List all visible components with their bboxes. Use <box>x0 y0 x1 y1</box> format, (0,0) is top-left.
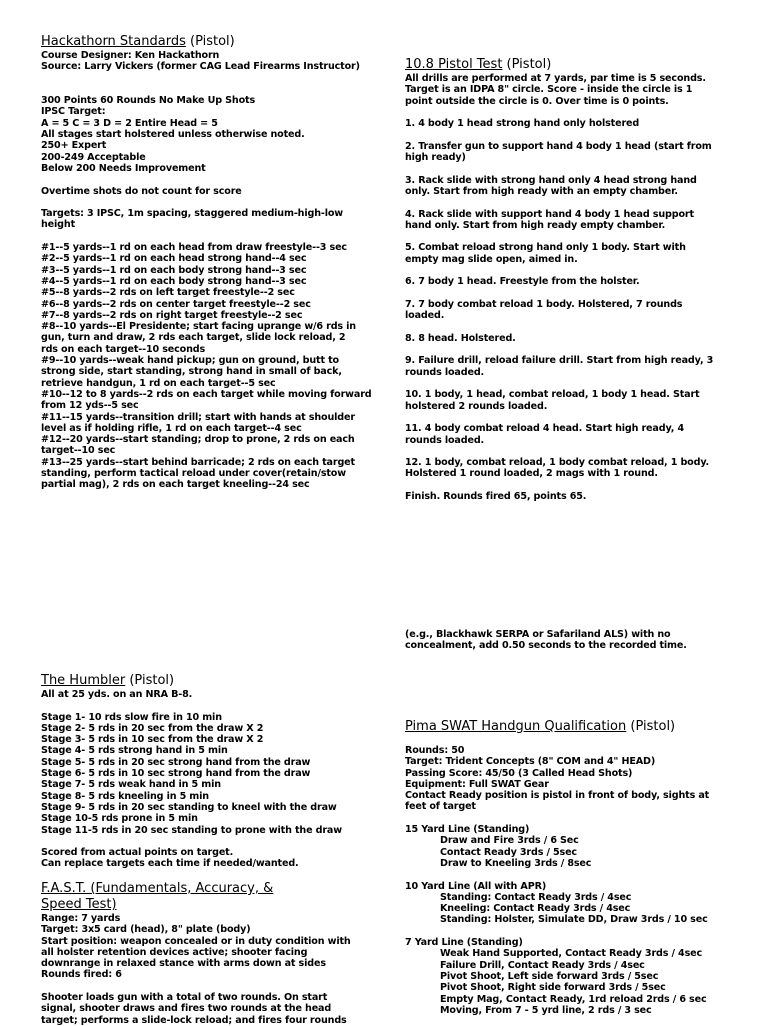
text-line: 2. Transfer gun to support hand 4 body 1 head (start from <box>405 140 712 152</box>
text-line: Rounds: 50 <box>405 745 465 756</box>
text-line: Stage 7- 5 rds weak hand in 5 min <box>41 779 221 791</box>
text-line: 11. 4 body combat reload 4 head. Start high ready, 4 <box>405 423 685 435</box>
text-line <box>405 446 740 457</box>
text-line: Stage 8- 5 rds kneeling in 5 min <box>41 790 209 802</box>
text-line: Start position: weapon concealed or in duty condition with <box>41 935 351 947</box>
text-line: Draw to Kneeling 3rds / 8sec <box>440 857 592 869</box>
text-line <box>405 322 740 333</box>
pima-body <box>405 745 740 1016</box>
text-line: target--10 sec <box>41 445 116 457</box>
pima-title: Pima SWAT Handgun Qualification (Pistol) <box>405 719 676 734</box>
text-line: Range: 7 yards <box>41 913 121 924</box>
text-line: Equipment: Full SWAT Gear <box>405 778 549 790</box>
text-line <box>405 480 740 491</box>
text-line: #8--10 yards--El Presidente; start facing uprange w/6 rds in <box>41 321 356 333</box>
text-line: Source: Larry Vickers (former CAG Lead Firearms Instructor) <box>41 61 360 73</box>
text-line <box>405 107 740 118</box>
text-line: signal, shooter draws and fires two rounds at the head <box>41 1003 332 1015</box>
text-line: loaded. <box>405 310 445 322</box>
text-line: 9. Failure drill, reload failure drill. Start from high ready, 3 <box>405 355 714 367</box>
text-line <box>41 84 381 95</box>
text-line <box>405 231 740 242</box>
hackathorn-title: Hackathorn Standards (Pistol) <box>41 34 235 49</box>
text-line: All stages start holstered unless otherwise noted. <box>41 129 305 141</box>
text-line: Finish. Rounds fired 65, points 65. <box>405 490 587 502</box>
note-section <box>405 629 740 652</box>
text-line <box>405 926 740 937</box>
text-line: 250+ Expert <box>41 140 107 152</box>
text-line <box>405 197 740 208</box>
text-line: Stage 5- 5 rds in 20 sec strong hand from the draw <box>41 756 311 768</box>
hackathorn-body <box>41 50 381 491</box>
text-line: #6--8 yards--2 rds on center target freestyle--2 sec <box>41 298 311 310</box>
text-line: Empty Mag, Contact Ready, 1rd reload 2rds / 6 sec <box>440 993 707 1005</box>
text-line: Passing Score: 45/50 (3 Called Head Shots) <box>405 767 633 779</box>
text-line: Stage 2- 5 rds in 20 sec from the draw X 2 <box>41 722 264 734</box>
text-line: Stage 3- 5 rds in 10 sec from the draw X 2 <box>41 734 264 746</box>
text-line: #11--15 yards--transition drill; start with hands at shoulder <box>41 411 355 423</box>
text-line <box>41 174 381 185</box>
text-line: 3. Rack slide with strong hand only 4 head strong hand <box>405 174 697 186</box>
text-line: All drills are performed at 7 yards, par time is 5 seconds. <box>405 73 706 84</box>
text-line: concealment, add 0.50 seconds to the recorded time. <box>405 640 687 652</box>
text-line: Moving, From 7 - 5 yrd line, 2 rds / 3 sec <box>440 1004 652 1016</box>
text-line <box>405 412 740 423</box>
pistol-test-title: 10.8 Pistol Test (Pistol) <box>405 57 552 72</box>
text-line: #5--8 yards--2 rds on left target freestyle--2 sec <box>41 287 295 299</box>
fast-body <box>41 913 381 1026</box>
text-line: Stage 6- 5 rds in 10 sec strong hand from the draw <box>41 768 311 780</box>
text-line <box>41 700 381 711</box>
text-line: target; performs a slide-lock reload; and fires four rounds <box>41 1014 347 1026</box>
text-line: #13--25 yards--start behind barricade; 2 rds on each target <box>41 456 355 468</box>
text-line: 12. 1 body, combat reload, 1 body combat reload, 1 body. <box>405 457 710 469</box>
text-line <box>405 288 740 299</box>
text-line: #3--5 yards--1 rd on each body strong hand--3 sec <box>41 264 307 276</box>
fast-title: F.A.S.T. (Fundamentals, Accuracy, & Speed Test) <box>41 881 274 912</box>
text-line <box>41 197 381 208</box>
text-line: 7. 7 body combat reload 1 body. Holstered, 7 rounds <box>405 298 683 310</box>
text-line: Stage 9- 5 rds in 20 sec standing to kneel with the draw <box>41 801 337 813</box>
text-line: Targets: 3 IPSC, 1m spacing, staggered medium-high-low <box>41 208 343 220</box>
text-line: 6. 7 body 1 head. Freestyle from the holster. <box>405 276 640 288</box>
fast-section <box>41 881 381 1026</box>
humbler-section <box>41 673 381 870</box>
text-line <box>405 378 740 389</box>
text-line: #7--8 yards--2 rds on right target freestyle--2 sec <box>41 309 303 321</box>
text-line: Below 200 Needs Improvement <box>41 162 206 174</box>
text-line: 7 Yard Line (Standing) <box>405 937 523 949</box>
pistol-test-section <box>405 57 740 502</box>
text-line <box>405 265 740 276</box>
text-line: Stage 1- 10 rds slow fire in 10 min <box>41 711 222 723</box>
text-line: 10. 1 body, 1 head, combat reload, 1 body 1 head. Start <box>405 389 700 401</box>
text-line: standing, perform tactical reload under cover(retain/stow <box>41 467 346 479</box>
text-line: Overtime shots do not count for score <box>41 185 242 197</box>
text-line: (e.g., Blackhawk SERPA or Safariland ALS) with no <box>405 629 671 640</box>
text-line: 15 Yard Line (Standing) <box>405 824 530 836</box>
text-line: 1. 4 body 1 head strong hand only holstered <box>405 118 640 130</box>
text-line: 200-249 Acceptable <box>41 151 146 163</box>
text-line: Weak Hand Supported, Contact Ready 3rds / 4sec <box>440 948 703 960</box>
text-line: Holstered 1 round loaded, 2 mags with 1 round. <box>405 468 658 480</box>
text-line: 10 Yard Line (All with APR) <box>405 880 547 892</box>
text-line: gun, turn and draw, 2 rds each target, slide lock reload, 2 <box>41 332 346 344</box>
text-line: All at 25 yds. on an NRA B-8. <box>41 689 193 700</box>
note-body <box>405 629 740 652</box>
hackathorn-section <box>41 34 381 491</box>
text-line: from 12 yds--5 sec <box>41 400 139 412</box>
pistol-test-body <box>405 73 740 502</box>
text-line: all holster retention devices active; shooter facing <box>41 946 308 958</box>
text-line: point outside the circle is 0. Over time is 0 points. <box>405 95 669 107</box>
text-line: retrieve handgun, 1 rd on each target--5 sec <box>41 377 276 389</box>
humbler-body <box>41 689 381 870</box>
text-line: height <box>41 219 76 231</box>
text-line: 5. Combat reload strong hand only 1 body. Start with <box>405 242 686 254</box>
text-line: 4. Rack slide with support hand 4 body 1 head support <box>405 208 694 220</box>
text-line <box>41 73 381 84</box>
text-line: #12--20 yards--start standing; drop to prone, 2 rds on each <box>41 434 355 446</box>
text-line <box>41 231 381 242</box>
text-line: Rounds fired: 6 <box>41 969 122 981</box>
text-line: strong side, start standing, strong hand in small of back, <box>41 366 342 378</box>
text-line: Stage 11-5 rds in 20 sec standing to prone with the draw <box>41 824 342 836</box>
text-line: Kneeling: Contact Ready 3rds / 4sec <box>440 903 631 915</box>
text-line: Target: 3x5 card (head), 8" plate (body) <box>41 924 251 936</box>
text-line: Standing: Holster, Simulate DD, Draw 3rds / 10 sec <box>440 914 708 926</box>
text-line: Stage 10-5 rds prone in 5 min <box>41 813 198 825</box>
text-line: Draw and Fire 3rds / 6 Sec <box>440 835 579 847</box>
text-line <box>41 836 381 847</box>
text-line: A = 5 C = 3 D = 2 Entire Head = 5 <box>41 117 218 129</box>
text-line: Target is an IDPA 8" circle. Score - inside the circle is 1 <box>405 84 693 96</box>
text-line: empty mag slide open, aimed in. <box>405 253 578 265</box>
text-line: Can replace targets each time if needed/wanted. <box>41 858 299 870</box>
text-line <box>405 813 740 824</box>
text-line: Scored from actual points on target. <box>41 847 234 859</box>
text-line <box>405 163 740 174</box>
text-line: Target: Trident Concepts (8" COM and 4" HEAD) <box>405 756 656 768</box>
text-line: rounds loaded. <box>405 366 485 378</box>
text-line: downrange in relaxed stance with arms down at sides <box>41 958 326 970</box>
text-line: Failure Drill, Contact Ready 3rds / 4sec <box>440 959 645 971</box>
text-line: #1--5 yards--1 rd on each head from draw freestyle--3 sec <box>41 242 347 254</box>
text-line: 8. 8 head. Holstered. <box>405 332 516 344</box>
text-line: partial mag), 2 rds on each target kneeling--24 sec <box>41 479 310 491</box>
text-line: holstered 2 rounds loaded. <box>405 400 548 412</box>
text-line: Standing: Contact Ready 3rds / 4sec <box>440 891 632 903</box>
text-line: Pivot Shoot, Left side forward 3rds / 5sec <box>440 970 659 982</box>
humbler-title: The Humbler (Pistol) <box>41 673 175 688</box>
text-line: feet of target <box>405 801 476 813</box>
text-line <box>405 129 740 140</box>
text-line: #2--5 yards--1 rd on each head strong hand--4 sec <box>41 253 307 265</box>
pima-section <box>405 719 740 1016</box>
text-line: Stage 4- 5 rds strong hand in 5 min <box>41 745 228 757</box>
text-line: #10--12 to 8 yards--2 rds on each target while moving forward <box>41 388 372 400</box>
text-line: IPSC Target: <box>41 106 106 118</box>
text-line: high ready) <box>405 152 466 164</box>
text-line: level as if holding rifle, 1 rd on each target--4 sec <box>41 422 302 434</box>
text-line: Contact Ready position is pistol in front of body, sights at <box>405 790 710 802</box>
text-line: 300 Points 60 Rounds No Make Up Shots <box>41 95 256 107</box>
text-line: only. Start from high ready with an empty chamber. <box>405 185 678 197</box>
text-line: hand only. Start from high ready empty chamber. <box>405 219 666 231</box>
text-line <box>41 981 381 992</box>
text-line: #4--5 yards--1 rd on each body strong hand--3 sec <box>41 275 307 287</box>
text-line: rds on each target--10 seconds <box>41 343 206 355</box>
text-line: #9--10 yards--weak hand pickup; gun on ground, butt to <box>41 355 339 367</box>
text-line: Pivot Shoot, Right side forward 3rds / 5sec <box>440 982 666 994</box>
text-line: Course Designer: Ken Hackathorn <box>41 50 220 61</box>
text-line: Contact Ready 3rds / 5sec <box>440 846 577 858</box>
text-line: Shooter loads gun with a total of two rounds. On start <box>41 992 328 1004</box>
text-line: rounds loaded. <box>405 434 485 446</box>
text-line <box>405 869 740 880</box>
text-line <box>405 344 740 355</box>
